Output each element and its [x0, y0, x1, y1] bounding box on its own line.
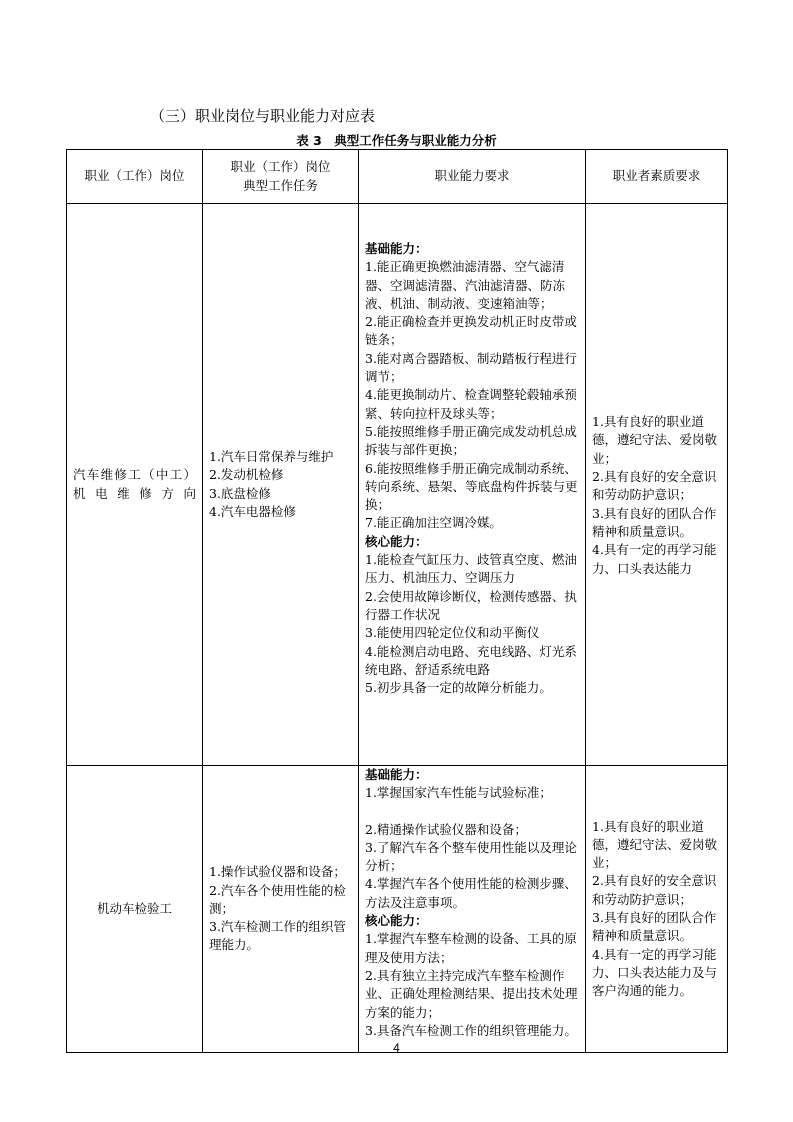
list-item: 4.掌握汽车各个使用性能的检测步骤、方法及注意事项。: [365, 876, 577, 910]
list-item: 3.具有良好的团队合作精神和质量意识。: [592, 505, 717, 539]
quality-cell: [586, 204, 728, 766]
header-typical-tasks: 职业（工作）岗位 典型工作任务: [203, 150, 359, 204]
list-item: 1.汽车日常保养与维护: [209, 448, 334, 464]
list-item: 3.了解汽车各个整车使用性能以及理论分析；: [365, 839, 577, 874]
quality-list: [592, 818, 721, 1001]
list-item: 1.掌握汽车整车检测的设备、工具的原理及使用方法；: [365, 931, 577, 965]
table-header-row: [67, 150, 728, 204]
list-item: 5.能按照维修手册正确完成发动机总成拆装与部件更换；: [365, 423, 577, 458]
basic-ability-list: [365, 258, 579, 532]
list-item: 3.具有良好的团队合作精神和质量意识。: [592, 910, 717, 944]
list-item: 4.具有一定的再学习能力、口头表达能力: [592, 542, 717, 576]
list-item: 4.能检测启动电路、充电线路、灯光系统电路、舒适系统电路: [365, 643, 577, 677]
list-item: 3.汽车检测工作的组织管理能力。: [209, 919, 346, 953]
list-item: 1.能检查气缸压力、歧管真空度、燃油压力、机油压力、空调压力: [365, 552, 577, 586]
tasks-list: [209, 448, 352, 521]
position-cell: 汽车维修工（中工）机电维修方向: [67, 204, 203, 766]
quality-list: [592, 413, 721, 578]
list-item: 2.具有良好的安全意识和劳动防护意识；: [592, 873, 717, 907]
table-caption: 表 3 典型工作任务与职业能力分析: [296, 133, 497, 148]
list-item: 1.能正确更换燃油滤清器、空气滤清器、空调滤清器、汽油滤清器、防冻液、机油、制动液、变速箱油等；: [365, 259, 566, 311]
core-ability-heading: 核心能力：: [365, 913, 428, 929]
list-item: 1.掌握国家汽车性能与试验标准；: [365, 785, 552, 801]
list-item: 2.具有良好的安全意识和劳动防护意识；: [592, 469, 717, 503]
tasks-cell: [203, 204, 359, 766]
list-item: 2.精通操作试验仪器和设备；: [365, 821, 527, 837]
competency-cell: [359, 204, 586, 766]
competency-cell: [359, 766, 586, 1053]
tasks-cell: [203, 766, 359, 1053]
basic-ability-heading: 基础能力：: [365, 767, 428, 782]
list-item: 4.能更换制动片、检查调整轮毂轴承预紧、转向拉杆及球头等；: [365, 387, 577, 421]
basic-ability-heading: 基础能力：: [365, 241, 428, 256]
header-position: 职业（工作）岗位: [67, 150, 203, 204]
quality-cell: [586, 766, 728, 1053]
list-item: 2.发动机检修: [209, 467, 284, 483]
header-quality: 职业者素质要求: [586, 150, 728, 204]
list-item: 1.操作试验仪器和设备；: [209, 864, 346, 880]
list-item: 6.能按照维修手册正确完成制动系统、转向系统、悬架、等底盘构件拆装与更换；: [365, 460, 578, 513]
list-item: 2.具有独立主持完成汽车整车检测作业、正确处理检测结果、提出技术处理方案的能力；: [365, 967, 578, 1020]
header-competency: 职业能力要求: [359, 150, 586, 204]
list-item: 2.汽车各个使用性能的检测；: [209, 882, 346, 916]
list-item: 4.具有一定的再学习能力、口头表达能力及与客户沟通的能力。: [592, 946, 718, 999]
list-item: 4.汽车电器检修: [209, 503, 296, 519]
core-ability-heading: 核心能力：: [365, 533, 428, 549]
basic-ability-list: [365, 784, 579, 912]
core-ability-list: [365, 930, 579, 1040]
list-item: 1.具有良好的职业道德，遵纪守法、爱岗敬业；: [592, 414, 718, 466]
list-item: 3.能使用四轮定位仪和动平衡仪: [365, 625, 540, 641]
table-row: [67, 766, 728, 1053]
list-item: 3.具备汽车检测工作的组织管理能力。: [365, 1022, 577, 1038]
list-item: 3.能对离合器踏板、制动踏板行程进行调节；: [365, 350, 577, 385]
list-item: 2.会使用故障诊断仪，检测传感器、执行器工作状况: [365, 588, 577, 622]
list-item: 7.能正确加注空调冷媒。: [365, 515, 502, 531]
list-item: [365, 803, 579, 821]
list-item: 2.能正确检查并更换发动机正时皮带或链条；: [365, 314, 577, 348]
core-ability-list: [365, 551, 579, 697]
list-item: 3.底盘检修: [209, 485, 271, 501]
table-row: [67, 204, 728, 766]
list-item: 5.初步具备一定的故障分析能力。: [365, 680, 552, 696]
position-cell: 机动车检验工: [67, 766, 203, 1053]
page-number: 4: [393, 1041, 400, 1055]
list-item: 1.具有良好的职业道德，遵纪守法、爱岗敬业；: [592, 818, 718, 871]
competency-table: [66, 149, 728, 1053]
section-heading: （三）职业岗位与职业能力对应表: [150, 107, 376, 125]
tasks-list: [209, 863, 352, 954]
